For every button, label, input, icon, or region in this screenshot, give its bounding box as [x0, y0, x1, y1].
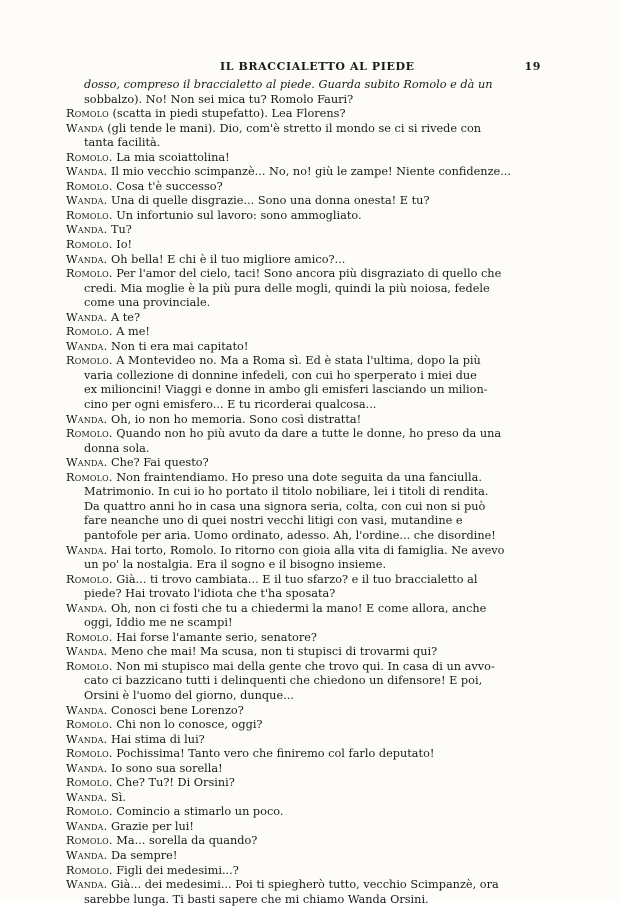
line-text: cino per ogni emisfero... E tu ricorderai qualcosa...	[84, 398, 377, 412]
line-text: Oh bella! E chi è il tuo migliore amico?...	[110, 252, 346, 266]
line-text: Pochissima! Tanto vero che finiremo col farlo deputato!	[116, 747, 435, 761]
text-line	[66, 369, 551, 384]
text-line	[66, 660, 551, 675]
speaker-name: Wanda.	[66, 645, 108, 659]
line-text: A me!	[116, 325, 150, 339]
running-header	[150, 60, 541, 76]
speaker-name: Wanda.	[66, 252, 108, 266]
page-number: 19	[524, 60, 541, 73]
line-text: Hai stima di lui?	[110, 732, 205, 746]
line-text: (scatta in piedi stupefatto). Lea Florens?	[112, 107, 346, 121]
text-line	[66, 267, 551, 282]
line-text: Il mio vecchio scimpanzè... No, no! giù le zampe! Niente confidenze...	[110, 165, 511, 179]
speaker-name: Romolo.	[66, 572, 113, 586]
text-line	[66, 878, 551, 893]
text-line	[66, 296, 551, 311]
line-text: Un infortunio sul lavoro: sono ammogliato.	[116, 208, 362, 222]
text-line	[66, 78, 551, 93]
text-line	[66, 573, 551, 588]
speaker-name: Romolo.	[66, 208, 113, 222]
line-text: Oh, io non ho memoria. Sono così distratta!	[110, 412, 362, 426]
text-line	[66, 558, 551, 573]
line-text: Io!	[116, 238, 133, 252]
text-line	[66, 587, 551, 602]
line-text: Sì.	[110, 790, 126, 804]
line-text: Oh, non ci fosti che tu a chiedermi la mano! E come allora, anche	[110, 601, 487, 615]
text-line	[66, 645, 551, 660]
line-text: tanta facilità.	[84, 136, 161, 150]
speaker-name: Romolo.	[66, 630, 113, 644]
speaker-name: Romolo	[66, 107, 109, 121]
speaker-name: Wanda.	[66, 412, 108, 426]
speaker-name: Wanda.	[66, 456, 108, 470]
text-line	[66, 733, 551, 748]
text-line	[66, 849, 551, 864]
text-line	[66, 762, 551, 777]
line-text: un po' la nostalgia. Era il sogno e il bisogno insieme.	[84, 558, 387, 572]
text-line	[66, 107, 551, 122]
speaker-name: Romolo.	[66, 805, 113, 819]
line-text: Non mi stupisco mai della gente che trovo qui. In casa di un avvo-	[116, 659, 495, 673]
line-text: Che? Fai questo?	[110, 456, 209, 470]
speaker-name: Wanda.	[66, 848, 108, 862]
line-text: Chi non lo conosce, oggi?	[116, 718, 263, 732]
speaker-name: Wanda.	[66, 194, 108, 208]
speaker-name: Romolo.	[66, 718, 113, 732]
speaker-name: Wanda.	[66, 790, 108, 804]
text-line	[66, 136, 551, 151]
text-line	[66, 325, 551, 340]
line-text: Per l'amor del cielo, taci! Sono ancora più disgraziato di quello che	[116, 267, 502, 281]
text-line	[66, 427, 551, 442]
speaker-name: Romolo.	[66, 470, 113, 484]
speaker-name: Romolo.	[66, 267, 113, 281]
speaker-name: Wanda.	[66, 223, 108, 237]
line-text: La mia scoiattolina!	[116, 150, 230, 164]
line-text: Che? Tu?! Di Orsini?	[116, 776, 235, 790]
text-line	[66, 282, 551, 297]
line-text: ex milioncini! Viaggi e donne in ambo gli emisferi lasciando un milion-	[84, 383, 488, 397]
speaker-name: Romolo.	[66, 354, 113, 368]
line-text: Grazie per lui!	[110, 819, 194, 833]
text-line	[66, 791, 551, 806]
text-line	[66, 864, 551, 879]
line-text: piede? Hai trovato l'idiota che t'ha sposata?	[84, 587, 336, 601]
line-text: oggi, Iddio me ne scampi!	[84, 616, 233, 630]
line-text: Figli dei medesimi...?	[116, 863, 239, 877]
line-text: Orsini è l'uomo del giorno, dunque...	[84, 688, 294, 702]
text-line	[66, 238, 551, 253]
line-text: Non ti era mai capitato!	[110, 339, 249, 353]
text-line	[66, 165, 551, 180]
text-line	[66, 354, 551, 369]
line-text: sobbalzo). No! Non sei mica tu? Romolo Fauri?	[84, 92, 354, 106]
speaker-name: Wanda.	[66, 165, 108, 179]
text-line	[66, 820, 551, 835]
text-line	[66, 93, 551, 108]
speaker-name: Romolo.	[66, 747, 113, 761]
text-line	[66, 776, 551, 791]
text-line	[66, 747, 551, 762]
line-text: fare neanche uno di quei nostri vecchi litigi con vasi, mutandine e	[84, 514, 463, 528]
line-text: Cosa t'è successo?	[116, 179, 223, 193]
text-line	[66, 689, 551, 704]
speaker-name: Wanda.	[66, 761, 108, 775]
text-line	[66, 485, 551, 500]
speaker-name: Wanda.	[66, 819, 108, 833]
text-line	[66, 223, 551, 238]
line-text: Io sono sua sorella!	[110, 761, 223, 775]
text-line	[66, 151, 551, 166]
speaker-name: Wanda.	[66, 543, 108, 557]
line-text: Meno che mai! Ma scusa, non ti stupisci di trovarmi qui?	[110, 645, 438, 659]
line-text: A te?	[110, 310, 140, 324]
dialogue-text	[66, 78, 551, 907]
text-line	[66, 311, 551, 326]
speaker-name: Wanda	[66, 121, 104, 135]
line-text: donna sola.	[84, 441, 150, 455]
line-text: A Montevideo no. Ma a Roma sì. Ed è stata l'ultima, dopo la più	[116, 354, 481, 368]
speaker-name: Romolo.	[66, 776, 113, 790]
speaker-name: Romolo.	[66, 427, 113, 441]
line-text: Comincio a stimarlo un poco.	[116, 805, 284, 819]
speaker-name: Wanda.	[66, 601, 108, 615]
line-text: pantofole per aria. Uomo ordinato, adesso. Ah, l'ordine... che disordine!	[84, 528, 496, 542]
speaker-name: Wanda.	[66, 878, 108, 892]
text-line	[66, 413, 551, 428]
line-text: Già... dei medesimi... Poi ti spiegherò tutto, vecchio Scimpanzè, ora	[110, 878, 499, 892]
text-line	[66, 180, 551, 195]
text-line	[66, 529, 551, 544]
text-line	[66, 456, 551, 471]
line-text: cato ci bazzicano tutti i delinquenti che chiedono un difensore! E poi,	[84, 674, 483, 688]
text-line	[66, 704, 551, 719]
line-text: Tu?	[110, 223, 132, 237]
line-text: Quando non ho più avuto da dare a tutte le donne, ho preso da una	[116, 427, 502, 441]
text-line	[66, 544, 551, 559]
line-text: Già... ti trovo cambiata... E il tuo sfarzo? e il tuo braccialetto al	[116, 572, 478, 586]
text-line	[66, 340, 551, 355]
speaker-name: Wanda.	[66, 339, 108, 353]
line-text: Conosci bene Lorenzo?	[110, 703, 244, 717]
text-line	[66, 383, 551, 398]
line-text: Hai forse l'amante serio, senatore?	[116, 630, 317, 644]
line-text: dosso, compreso il braccialetto al piede. Guarda subito Romolo e dà un	[84, 78, 493, 91]
speaker-name: Romolo.	[66, 238, 113, 252]
text-line	[66, 122, 551, 137]
line-text: sarebbe lunga. Ti basti sapere che mi chiamo Wanda Orsini.	[84, 892, 429, 906]
speaker-name: Romolo.	[66, 179, 113, 193]
text-line	[66, 514, 551, 529]
speaker-name: Romolo.	[66, 325, 113, 339]
line-text: Una di quelle disgrazie... Sono una donna onesta! E tu?	[110, 194, 430, 208]
line-text: come una provinciale.	[84, 296, 211, 310]
text-line	[66, 631, 551, 646]
line-text: credi. Mia moglie è la più pura delle mogli, quindi la più noiosa, fedele	[84, 281, 490, 295]
running-title: IL BRACCIALETTO AL PIEDE	[220, 60, 415, 73]
line-text: (gli tende le mani). Dio, com'è stretto il mondo se ci si rivede con	[107, 121, 482, 135]
line-text: Da quattro anni ho in casa una signora seria, colta, con cui non si può	[84, 499, 486, 513]
text-line	[66, 442, 551, 457]
text-line	[66, 194, 551, 209]
text-line	[66, 253, 551, 268]
text-line	[66, 718, 551, 733]
line-text: Ma... sorella da quando?	[116, 834, 258, 848]
speaker-name: Wanda.	[66, 732, 108, 746]
text-line	[66, 674, 551, 689]
text-line	[66, 602, 551, 617]
line-text: varia collezione di donnine infedeli, con cui ho sperperato i miei due	[84, 368, 477, 382]
speaker-name: Wanda.	[66, 703, 108, 717]
text-line	[66, 500, 551, 515]
text-line	[66, 209, 551, 224]
text-line	[66, 398, 551, 413]
speaker-name: Romolo.	[66, 834, 113, 848]
text-line	[66, 471, 551, 486]
text-line	[66, 805, 551, 820]
speaker-name: Romolo.	[66, 659, 113, 673]
speaker-name: Romolo.	[66, 150, 113, 164]
speaker-name: Wanda.	[66, 310, 108, 324]
line-text: Matrimonio. In cui io ho portato il titolo nobiliare, lei i titoli di rendita.	[84, 485, 489, 499]
text-line	[66, 616, 551, 631]
text-line	[66, 834, 551, 849]
line-text: Hai torto, Romolo. Io ritorno con gioia alla vita di famiglia. Ne avevo	[110, 543, 505, 557]
line-text: Da sempre!	[110, 848, 178, 862]
speaker-name: Romolo.	[66, 863, 113, 877]
line-text: Non fraintendiamo. Ho preso una dote seguita da una fanciulla.	[116, 470, 482, 484]
